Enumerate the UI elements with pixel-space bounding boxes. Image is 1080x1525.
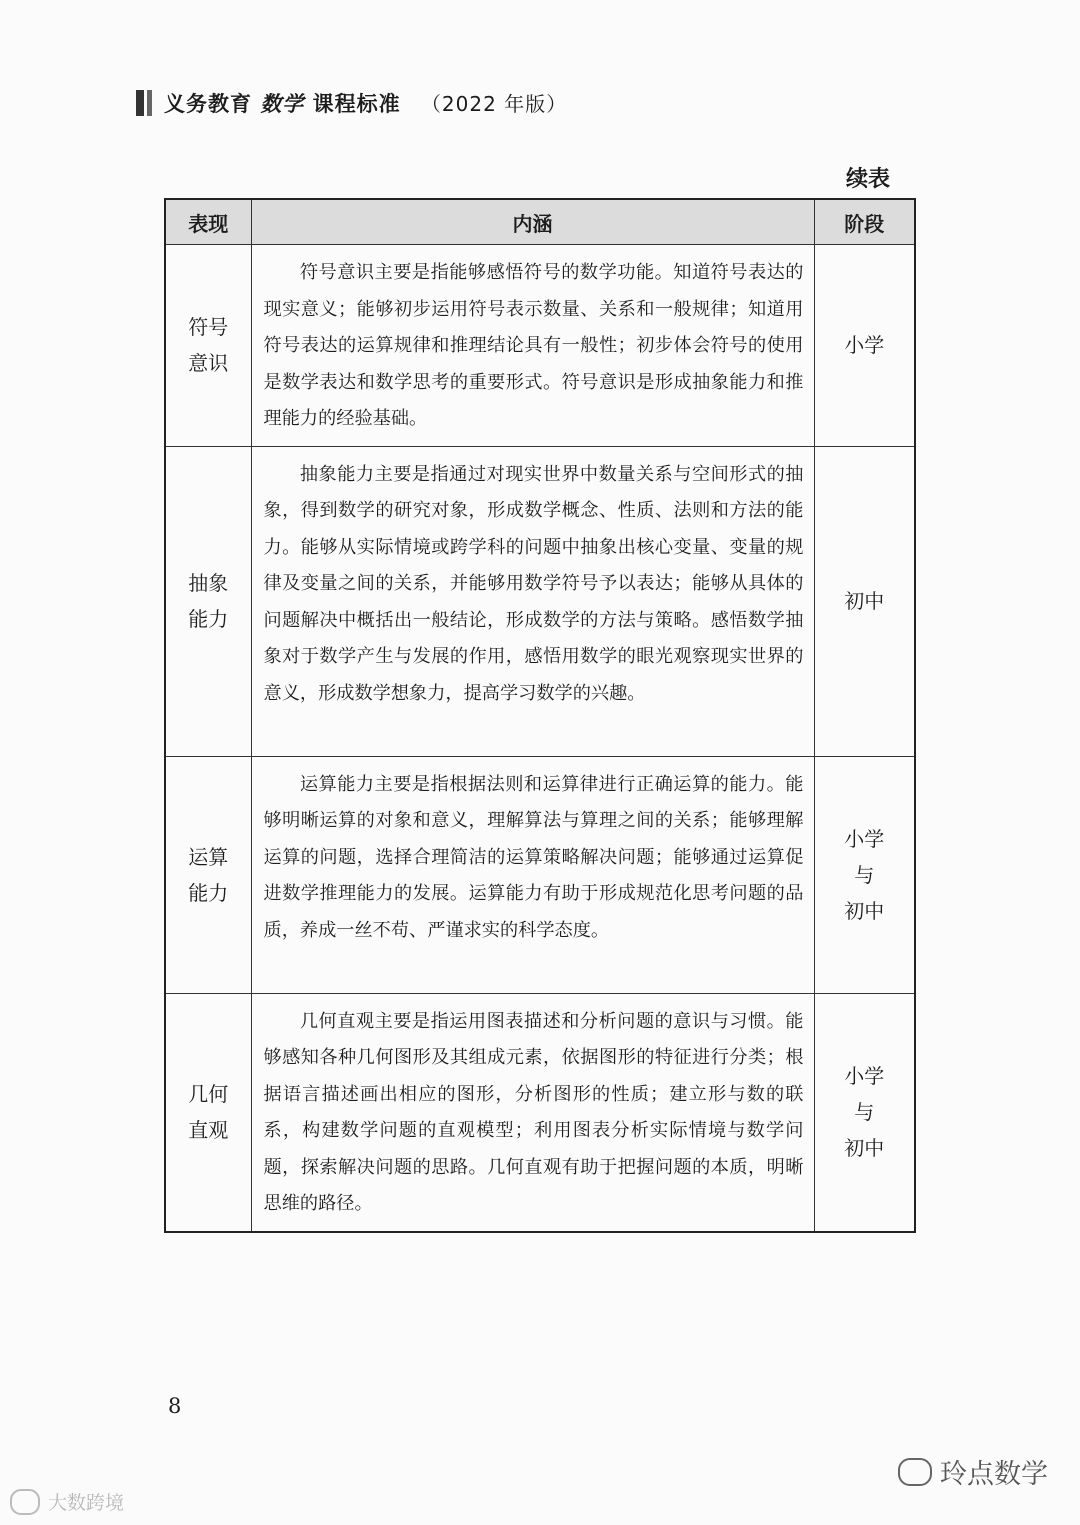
header-suffix: 课程标准 xyxy=(312,91,401,116)
row-content-cell xyxy=(251,993,814,1232)
row-content-cell xyxy=(251,245,814,447)
table-row xyxy=(165,446,915,756)
row-name-line: 符号 xyxy=(188,315,229,340)
row-name-line: 抽象 xyxy=(188,571,229,595)
column-header-stage: 阶段 xyxy=(814,199,915,245)
page-number: 8 xyxy=(168,1394,182,1418)
row-stage-line: 小学 xyxy=(844,1064,885,1088)
row-stage-line: 小学 xyxy=(844,826,885,851)
header-subject: 数学 xyxy=(260,91,305,116)
row-content-text: 几何直观主要是指运用图表描述和分析问题的意识与习惯。能够感知各种几何图形及其组成元素，依据图形的特征进行分类；根据语言描述画出相应的图形，分析图形的性质；建立形与数的联系，构建数学问题的直观模型；利用图表分析实际情境与数学问题，探索解决问题的思路。几何直观有助于把握问题的本质，明晰思维的路径。 xyxy=(263,1010,804,1214)
table-row xyxy=(165,245,915,447)
row-stage-line: 与 xyxy=(854,862,875,887)
row-content-text: 符号意识主要是指能够感悟符号的数学功能。知道符号表达的现实意义；能够初步运用符号表示数量、关系和一般规律；知道用符号表达的运算规律和推理结论具有一般性；初步体会符号的使用是数学表达和数学思考的重要形式。符号意识是形成抽象能力和推理能力的经验基础。 xyxy=(263,262,804,429)
column-header-meaning: 内涵 xyxy=(251,199,814,245)
header-prefix: 义务教育 xyxy=(164,91,252,116)
row-name-line: 几何 xyxy=(188,1082,229,1106)
row-stage-line: 初中 xyxy=(844,1136,885,1160)
column-header-performance: 表现 xyxy=(165,199,251,245)
row-name-line: 能力 xyxy=(188,880,229,905)
watermark-logo-icon xyxy=(10,1489,40,1515)
header-bar-decoration-thin xyxy=(147,90,152,116)
row-stage-cell xyxy=(814,993,915,1232)
row-name-cell xyxy=(165,993,251,1232)
wechat-icon xyxy=(898,1458,932,1486)
row-name-cell xyxy=(165,245,251,447)
header-edition: （2022 年版） xyxy=(420,92,568,116)
running-header xyxy=(136,88,567,118)
header-title xyxy=(164,88,567,118)
row-stage-line: 初中 xyxy=(844,589,885,613)
row-name-cell xyxy=(165,756,251,993)
row-content-text: 抽象能力主要是指通过对现实世界中数量关系与空间形式的抽象，得到数学的研究对象，形成数学概念、性质、法则和方法的能力。能够从实际情境或跨学科的问题中抽象出核心变量、变量的规律及变量之间的关系，并能够用数学符号予以表达；能够从具体的问题解决中概括出一般结论，形成数学的方法与策略。感悟数学抽象对于数学产生与发展的作用，感悟用数学的眼光观察现实世界的意义，形成数学想象力，提高学习数学的兴趣。 xyxy=(263,463,804,704)
row-name-cell xyxy=(165,446,251,756)
row-stage-line: 小学 xyxy=(844,333,885,358)
table-row xyxy=(165,993,915,1232)
table-header-row xyxy=(165,199,915,245)
row-content-cell xyxy=(251,756,814,993)
header-bar-decoration xyxy=(136,90,144,116)
competency-table xyxy=(164,198,916,1233)
continued-label: 续表 xyxy=(845,167,890,192)
row-content-cell xyxy=(251,446,814,756)
row-name-line: 能力 xyxy=(188,607,229,631)
watermark-right xyxy=(898,1452,1048,1491)
row-stage-cell xyxy=(814,446,915,756)
row-name-line: 意识 xyxy=(188,351,229,376)
row-stage-cell xyxy=(814,245,915,447)
row-stage-cell xyxy=(814,756,915,993)
row-content-text: 运算能力主要是指根据法则和运算律进行正确运算的能力。能够明晰运算的对象和意义，理解算法与算理之间的关系；能够理解运算的问题，选择合理简洁的运算策略解决问题；能够通过运算促进数学推理能力的发展。运算能力有助于形成规范化思考问题的品质，养成一丝不苟、严谨求实的科学态度。 xyxy=(263,773,804,941)
row-name-line: 运算 xyxy=(188,844,229,869)
watermark-right-text: 玲点数学 xyxy=(940,1459,1048,1490)
watermark-left xyxy=(10,1488,124,1515)
row-stage-line: 与 xyxy=(854,1100,875,1124)
table-row xyxy=(165,756,915,993)
row-name-line: 直观 xyxy=(188,1118,229,1142)
row-stage-line: 初中 xyxy=(844,898,885,923)
watermark-left-text: 大数跨境 xyxy=(48,1492,125,1514)
